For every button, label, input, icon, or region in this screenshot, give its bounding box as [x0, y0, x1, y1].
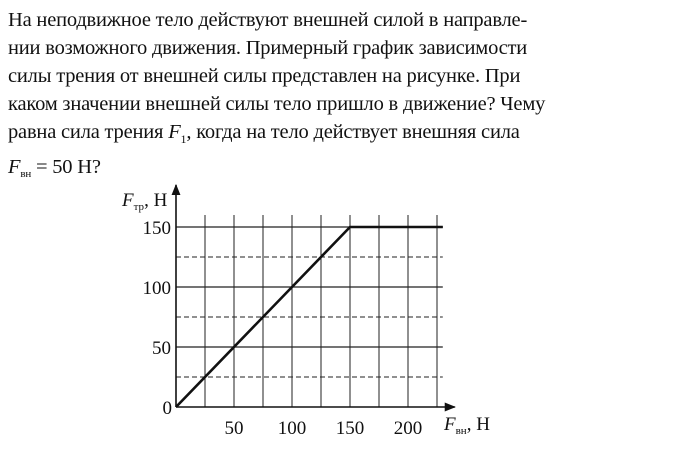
problem-line-1: На неподвижное тело действуют внешней силой в направле-	[8, 9, 528, 31]
x-tick-label: 200	[393, 418, 423, 439]
f1-subscript: 1	[180, 132, 187, 146]
x-axis-label: $F_{вн}$, Н	[444, 414, 490, 437]
chart-grid	[176, 215, 443, 407]
x-tick-label: 100	[277, 418, 307, 439]
f1-symbol: F	[168, 121, 181, 143]
origin-label: 0	[162, 398, 172, 419]
chart-axes	[176, 185, 455, 407]
y-tick-label: 100	[142, 278, 171, 299]
y-tick-label: 150	[142, 218, 171, 239]
chart-tick-labels	[143, 218, 423, 439]
problem-line-2: нии возможного движения. Примерный график зависимости	[8, 37, 528, 59]
problem-line-4: каком значении внешней силы тело пришло в движение? Чему	[8, 93, 546, 115]
fvn-subscript: вн	[20, 168, 32, 180]
x-tick-label: 50	[224, 418, 244, 439]
y-axis-label: $F_{тр}$, Н	[122, 190, 168, 213]
fvn-symbol: F	[8, 156, 21, 178]
problem-line-3: силы трения от внешней силы представлен на рисунке. При	[8, 65, 521, 87]
y-tick-label: 50	[152, 338, 171, 359]
line6-text-after: = 50 Н?	[31, 156, 101, 178]
line5-text-after: , когда на тело действует внешняя сила	[186, 121, 520, 143]
x-tick-label: 150	[335, 418, 365, 439]
line5-text-before: равна сила трения	[8, 121, 169, 143]
